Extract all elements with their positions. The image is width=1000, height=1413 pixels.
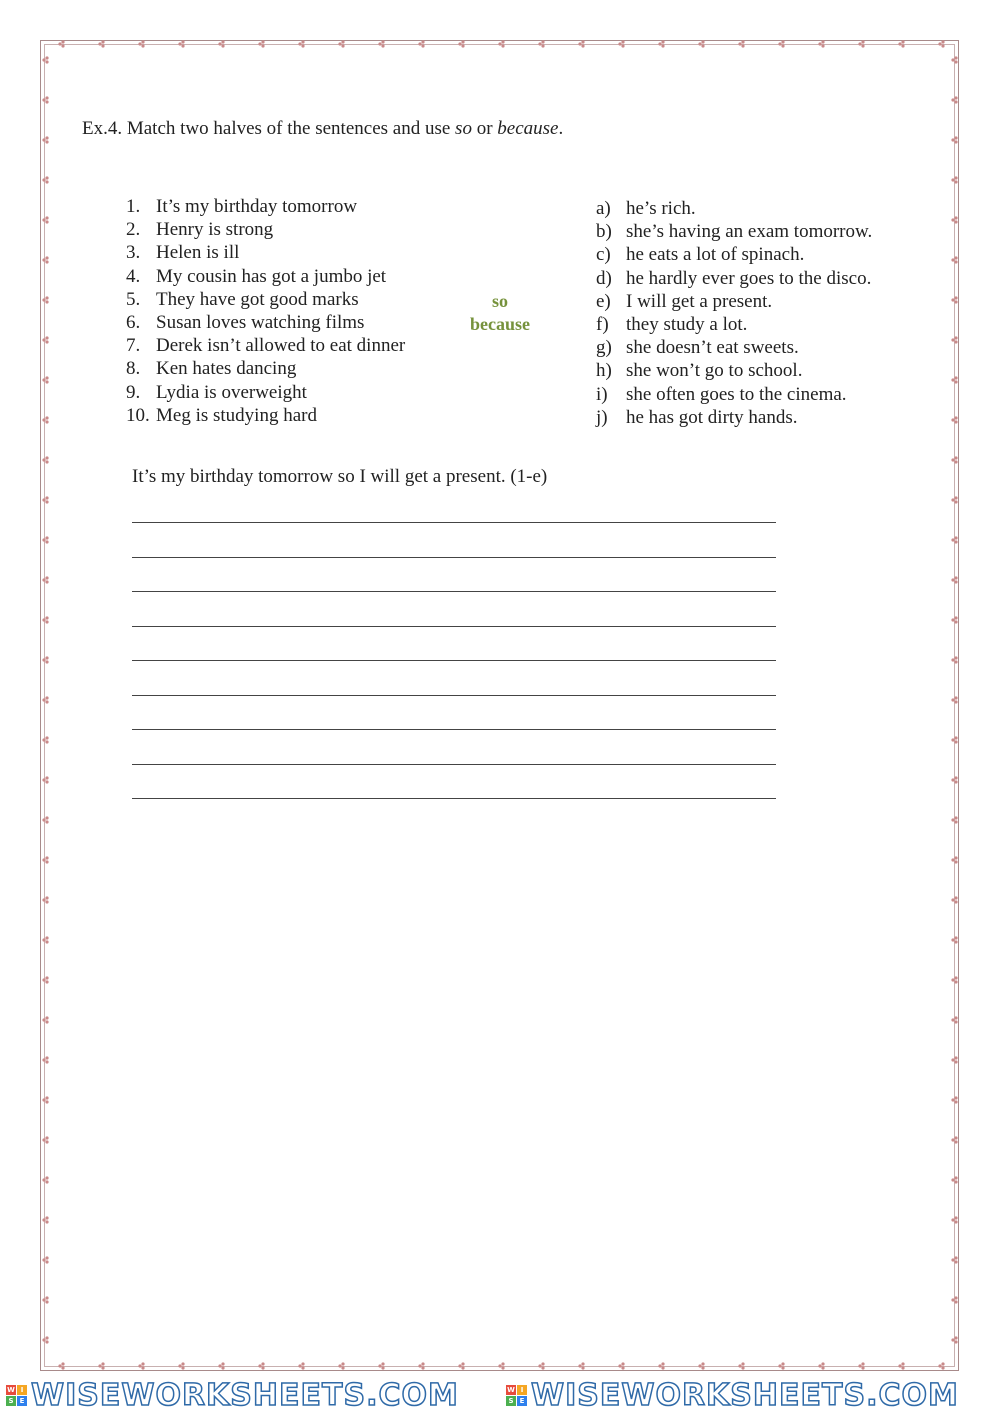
- sentence-ending-item: [596, 267, 936, 290]
- item-letter: h): [596, 360, 612, 382]
- answer-lines: [132, 522, 776, 833]
- item-letter: d): [596, 267, 612, 289]
- item-letter: c): [596, 244, 611, 266]
- instruction-word-so: so: [455, 118, 472, 139]
- sentence-ending-item: [596, 197, 936, 220]
- sentence-ending-item: [596, 406, 936, 429]
- brand-name: WISEWORKSHEETS.COM: [531, 1378, 959, 1413]
- item-number: 7.: [126, 335, 141, 357]
- instruction-word-because: because: [497, 118, 559, 139]
- logo-letter-tile: W: [507, 1386, 515, 1394]
- item-text: Helen is ill: [156, 242, 240, 264]
- item-letter: a): [596, 198, 611, 219]
- sentence-beginning-item: [126, 218, 466, 241]
- item-number: 10.: [126, 404, 150, 426]
- brand-logo-icon: [506, 1385, 527, 1406]
- item-text: Meg is studying hard: [156, 404, 317, 426]
- sentence-beginning-item: [126, 404, 466, 427]
- item-number: 1.: [126, 196, 141, 217]
- item-letter: f): [596, 313, 609, 335]
- logo-letter-tile: E: [517, 1396, 527, 1406]
- item-number: 5.: [126, 288, 141, 310]
- sentence-ending-item: [596, 243, 936, 266]
- item-text: he hardly ever goes to the disco.: [626, 267, 872, 289]
- sentence-ending-item: [596, 220, 936, 243]
- answer-line[interactable]: [132, 557, 776, 592]
- item-letter: b): [596, 221, 612, 243]
- sentence-beginning-item: [126, 265, 466, 288]
- sentence-beginning-item: [126, 311, 466, 334]
- sentence-beginning-item: [126, 381, 466, 404]
- sentence-ending-item: [596, 383, 936, 406]
- item-text: Lydia is overweight: [156, 381, 307, 403]
- logo-letter-tile: I: [517, 1385, 527, 1395]
- sentence-endings-list: [596, 197, 936, 429]
- example-sentence: It’s my birthday tomorrow so I will get a present. (1-e): [132, 466, 548, 487]
- item-number: 2.: [126, 219, 141, 241]
- answer-line[interactable]: [132, 591, 776, 626]
- footer-brand-block: [0, 1378, 500, 1413]
- logo-letter-tile: W: [7, 1386, 15, 1394]
- item-text: he has got dirty hands.: [626, 406, 798, 428]
- answer-line[interactable]: [132, 798, 776, 833]
- sentence-beginnings-list: [126, 195, 466, 427]
- sentence-beginning-item: [126, 241, 466, 264]
- item-text: Derek isn’t allowed to eat dinner: [156, 335, 406, 357]
- brand-logo-icon: [6, 1385, 27, 1406]
- sentence-ending-item: [596, 290, 936, 313]
- item-text: she doesn’t eat sweets.: [626, 337, 799, 359]
- item-text: they study a lot.: [626, 313, 748, 335]
- item-letter: i): [596, 383, 608, 405]
- item-text: he’s rich.: [626, 198, 696, 219]
- item-text: It’s my birthday tomorrow: [156, 196, 358, 217]
- item-number: 6.: [126, 311, 141, 333]
- item-letter: j): [596, 406, 608, 428]
- logo-letter-tile: S: [6, 1396, 16, 1406]
- answer-line[interactable]: [132, 764, 776, 799]
- connector-so: so: [491, 291, 508, 311]
- item-number: 8.: [126, 358, 141, 380]
- answer-line[interactable]: [132, 660, 776, 695]
- sentence-ending-item: [596, 313, 936, 336]
- item-text: They have got good marks: [156, 288, 359, 310]
- brand-name: WISEWORKSHEETS.COM: [31, 1378, 459, 1413]
- sentence-beginning-item: [126, 195, 466, 218]
- sentence-ending-item: [596, 336, 936, 359]
- item-letter: g): [596, 337, 612, 359]
- item-text: she’s having an exam tomorrow.: [626, 221, 873, 243]
- sentence-beginning-item: [126, 357, 466, 380]
- item-text: I will get a present.: [626, 290, 773, 312]
- item-text: he eats a lot of spinach.: [626, 244, 805, 266]
- sentence-beginning-item: [126, 288, 466, 311]
- exercise-instruction: Ex.4. Match two halves of the sentences and use so or because.: [82, 118, 564, 139]
- item-letter: e): [596, 290, 611, 312]
- sentence-beginning-item: [126, 334, 466, 357]
- footer-brand-block: [500, 1378, 1000, 1413]
- logo-letter-tile: I: [17, 1385, 27, 1395]
- item-text: Susan loves watching films: [156, 311, 365, 333]
- item-number: 4.: [126, 265, 141, 287]
- item-text: Henry is strong: [156, 219, 274, 241]
- item-text: Ken hates dancing: [156, 358, 297, 380]
- item-number: 3.: [126, 242, 141, 264]
- answer-line[interactable]: [132, 626, 776, 661]
- item-text: she often goes to the cinema.: [626, 383, 847, 405]
- logo-letter-tile: S: [506, 1396, 516, 1406]
- connector-words: [458, 290, 542, 336]
- item-number: 9.: [126, 381, 141, 403]
- answer-line[interactable]: [132, 522, 776, 557]
- item-text: she won’t go to school.: [626, 360, 803, 382]
- item-text: My cousin has got a jumbo jet: [156, 265, 387, 287]
- answer-line[interactable]: [132, 695, 776, 730]
- sentence-ending-item: [596, 359, 936, 382]
- answer-line[interactable]: [132, 729, 776, 764]
- logo-letter-tile: E: [17, 1396, 27, 1406]
- connector-because: because: [470, 314, 530, 334]
- footer-banner: [0, 1378, 1000, 1413]
